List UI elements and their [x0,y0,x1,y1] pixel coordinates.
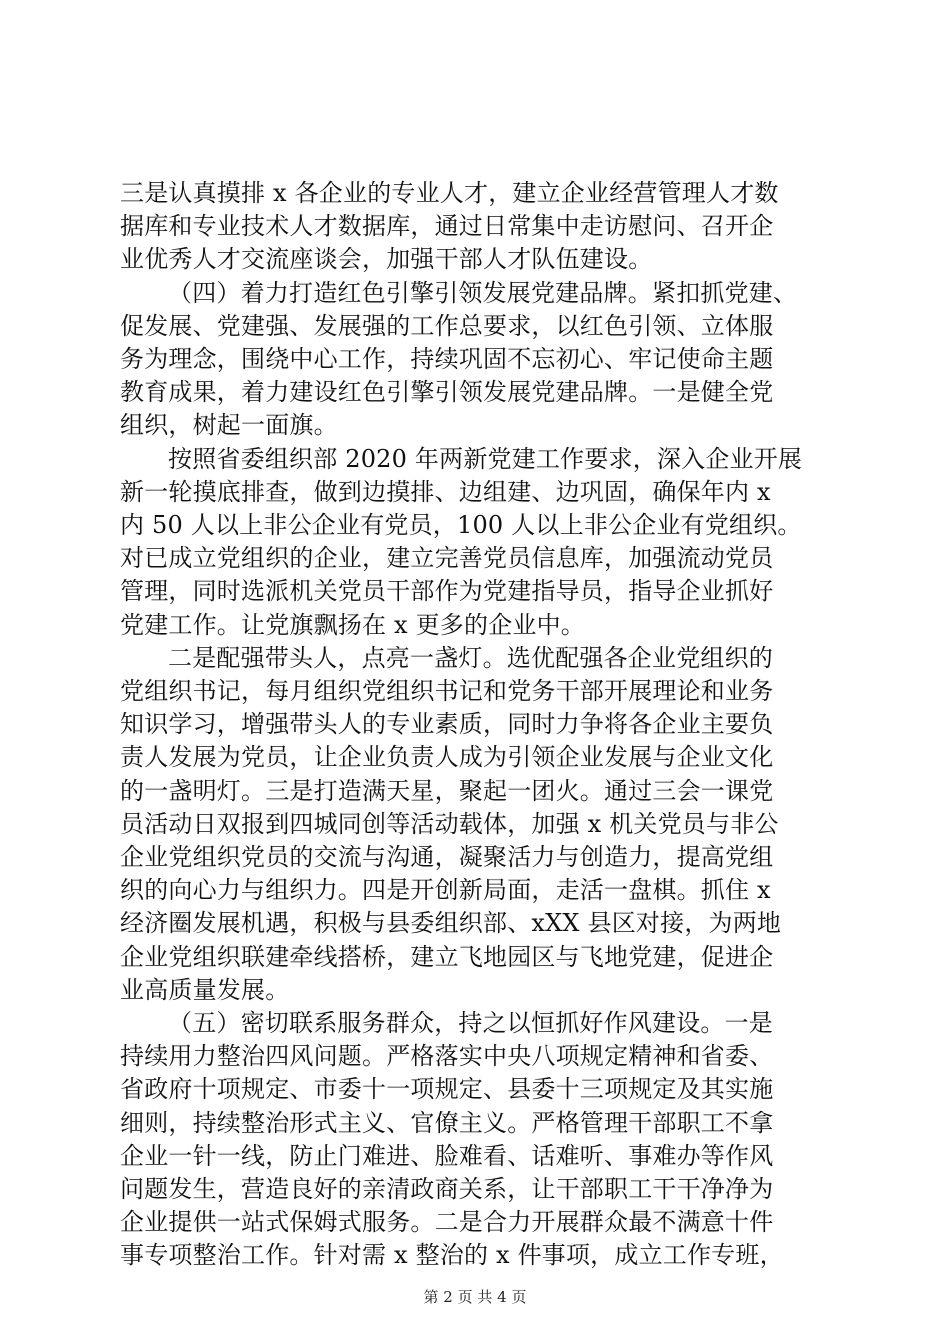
text-line: 企业党组织联建牵线搭桥，建立飞地园区与飞地党建，促进企 [120,943,774,971]
text-line: 持续用力整治四风问题。严格落实中央八项规定精神和省委、 [120,1042,774,1070]
text-line: 党建工作。让党旗飘扬在 x 更多的企业中。 [120,611,585,639]
text-line: 二是配强带头人，点亮一盏灯。选优配强各企业党组织的 [168,644,773,672]
text-line: 问题发生，营造良好的亲清政商关系，让干部职工干干净净为 [120,1175,774,1203]
text-line: 教育成果，着力建设红色引擎引领发展党建品牌。一是健全党 [120,378,774,406]
text-line: 事专项整治工作。针对需 x 整治的 x 件事项，成立工作专班， [120,1241,784,1269]
text-line: 促发展、党建强、发展强的工作总要求，以红色引领、立体服 [120,312,774,340]
text-line: （四）着力打造红色引擎引领发展党建品牌。紧扣抓党建、 [168,279,798,307]
text-line: 责人发展为党员，让企业负责人成为引领企业发展与企业文化 [120,743,774,771]
text-line: 织的向心力与组织力。四是开创新局面，走活一盘棋。抓住 x [120,876,771,904]
text-line: 新一轮摸底排查，做到边摸排、边组建、边巩固，确保年内 x [120,478,771,506]
text-line: 内 50 人以上非公企业有党员，100 人以上非公企业有党组织。 [120,511,802,539]
text-line: 业优秀人才交流座谈会，加强干部人才队伍建设。 [120,245,653,273]
text-line: 党组织书记，每月组织党组织书记和党务干部开展理论和业务 [120,677,774,705]
text-line: 企业党组织党员的交流与沟通，凝聚活力与创造力，提高党组 [120,843,774,871]
page-number-footer: 第 2 页 共 4 页 [423,1288,527,1306]
text-line: 三是认真摸排 x 各企业的专业人才，建立企业经营管理人才数 [120,179,779,207]
text-line: 按照省委组织部 2020 年两新党建工作要求，深入企业开展 [168,445,803,473]
text-line: 细则，持续整治形式主义、官僚主义。严格管理干部职工不拿 [120,1109,774,1137]
text-line: 据库和专业技术人才数据库，通过日常集中走访慰问、召开企 [120,212,774,240]
text-line: 省政府十项规定、市委十一项规定、县委十三项规定及其实施 [120,1075,774,1103]
text-line: 务为理念，围绕中心工作，持续巩固不忘初心、牢记使命主题 [120,345,774,373]
text-line: 组织，树起一面旗。 [120,411,338,439]
text-line: 经济圈发展机遇，积极与县委组织部、xXX 县区对接，为两地 [120,909,782,937]
text-line: 企业提供一站式保姆式服务。二是合力开展群众最不满意十件 [120,1208,774,1236]
text-line: 知识学习，增强带头人的专业素质，同时力争将各企业主要负 [120,710,774,738]
text-line: 业高质量发展。 [120,976,290,1004]
text-line: （五）密切联系服务群众，持之以恒抓好作风建设。一是 [168,1009,773,1037]
text-line: 的一盏明灯。三是打造满天星，聚起一团火。通过三会一课党 [120,777,774,805]
text-line: 员活动日双报到四城同创等活动载体，加强 x 机关党员与非公 [120,810,779,838]
text-line: 管理，同时选派机关党员干部作为党建指导员，指导企业抓好 [120,577,774,605]
text-line: 企业一针一线，防止门难进、脸难看、话难听、事难办等作风 [120,1142,774,1170]
text-line: 对已成立党组织的企业，建立完善党员信息库，加强流动党员 [120,544,774,572]
